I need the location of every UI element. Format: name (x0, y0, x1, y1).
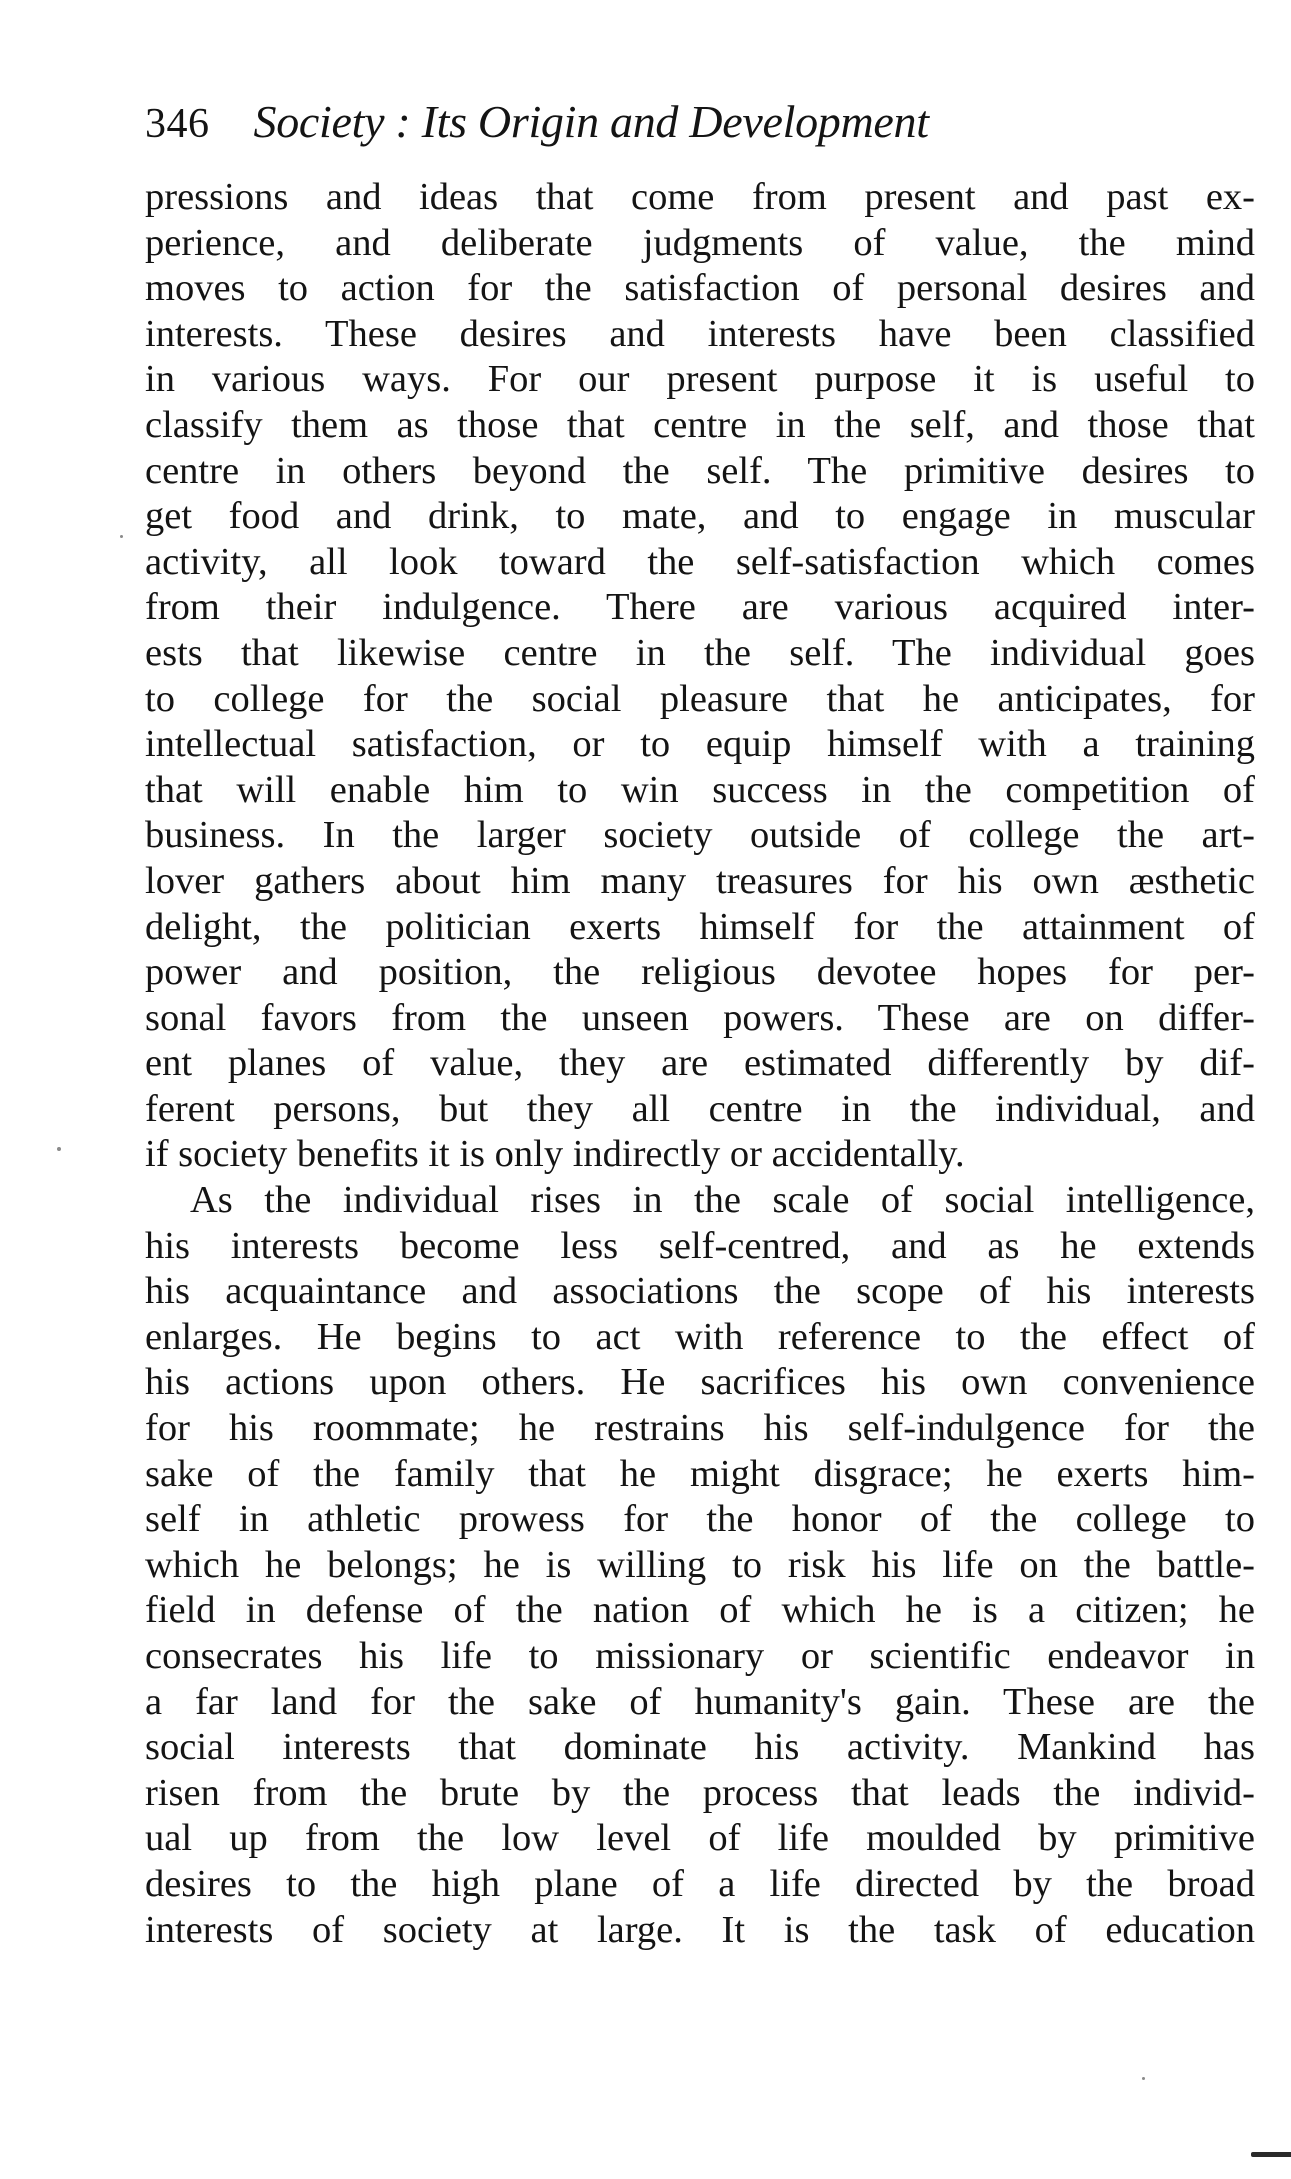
text-line: in various ways. For our present purpose it is useful to (145, 358, 1255, 401)
text-line: his actions upon others. He sacrifices his own convenience (145, 1361, 1255, 1404)
text-line: desires to the high plane of a life directed by the broad (145, 1862, 1255, 1905)
text-line: delight, the politician exerts himself for the attainment of (145, 905, 1255, 948)
text-line: get food and drink, to mate, and to engage in muscular (145, 495, 1255, 538)
text-line: intellectual satisfaction, or to equip himself with a training (145, 723, 1255, 766)
text-line: his acquaintance and associations the scope of his interests (145, 1270, 1255, 1313)
text-line: for his roommate; he restrains his self-indulgence for the (145, 1407, 1255, 1450)
text-line: interests. These desires and interests have been classified (145, 312, 1255, 355)
text-line: enlarges. He begins to act with reference to the effect of (145, 1315, 1255, 1358)
text-line: ests that likewise centre in the self. The individual goes (145, 631, 1255, 674)
text-line: if society benefits it is only indirectly or accidentally. (145, 1133, 965, 1176)
text-line: from their indulgence. There are various acquired inter- (145, 586, 1255, 629)
scan-speck (57, 1147, 61, 1151)
page-number: 346 (145, 101, 210, 147)
text-line: his interests become less self-centred, and as he extends (145, 1224, 1255, 1267)
text-line: ual up from the low level of life moulded by primitive (145, 1817, 1255, 1860)
text-line: classify them as those that centre in the self, and those that (145, 403, 1255, 446)
text-line: business. In the larger society outside of college the art- (145, 814, 1255, 857)
text-line: field in defense of the nation of which he is a citizen; he (145, 1589, 1255, 1632)
text-line: social interests that dominate his activity. Mankind has (145, 1726, 1255, 1769)
scan-speck (120, 535, 123, 538)
text-line: perience, and deliberate judgments of value, the mind (145, 221, 1255, 264)
text-line: to college for the social pleasure that he anticipates, for (145, 677, 1255, 720)
text-line: ent planes of value, they are estimated differently by dif- (145, 1042, 1255, 1085)
text-line: self in athletic prowess for the honor of the college to (145, 1498, 1255, 1541)
book-title: Society : Its Origin and Development (253, 96, 929, 147)
text-line: power and position, the religious devotee hopes for per- (145, 951, 1255, 994)
text-line: moves to action for the satisfaction of personal desires and (145, 267, 1255, 310)
text-line: which he belongs; he is willing to risk his life on the battle- (145, 1543, 1255, 1586)
running-head (145, 92, 1255, 152)
text-line: a far land for the sake of humanity's gain. These are the (145, 1680, 1255, 1723)
text-line: sonal favors from the unseen powers. These are on differ- (145, 996, 1255, 1039)
paragraph-1 (145, 175, 1255, 1178)
scan-speck (1142, 2077, 1145, 2080)
body-text (145, 175, 1255, 1953)
text-line: risen from the brute by the process that leads the individ- (145, 1771, 1255, 1814)
text-line: As the individual rises in the scale of social intelligence, (190, 1179, 1255, 1222)
text-line: that will enable him to win success in the competition of (145, 768, 1255, 811)
text-line: activity, all look toward the self-satisfaction which comes (145, 540, 1255, 583)
text-line: consecrates his life to missionary or scientific endeavor in (145, 1635, 1255, 1677)
text-line: ferent persons, but they all centre in the individual, and (145, 1087, 1255, 1130)
text-line: centre in others beyond the self. The primitive desires to (145, 449, 1255, 492)
scan-edge-mark (1251, 2152, 1291, 2157)
paragraph-2 (145, 1178, 1255, 1953)
text-line: pressions and ideas that come from present and past ex- (145, 176, 1255, 218)
text-line: interests of society at large. It is the task of education (145, 1908, 1255, 1951)
text-line: lover gathers about him many treasures for his own æsthetic (145, 859, 1255, 902)
text-line: sake of the family that he might disgrace; he exerts him- (145, 1452, 1255, 1495)
